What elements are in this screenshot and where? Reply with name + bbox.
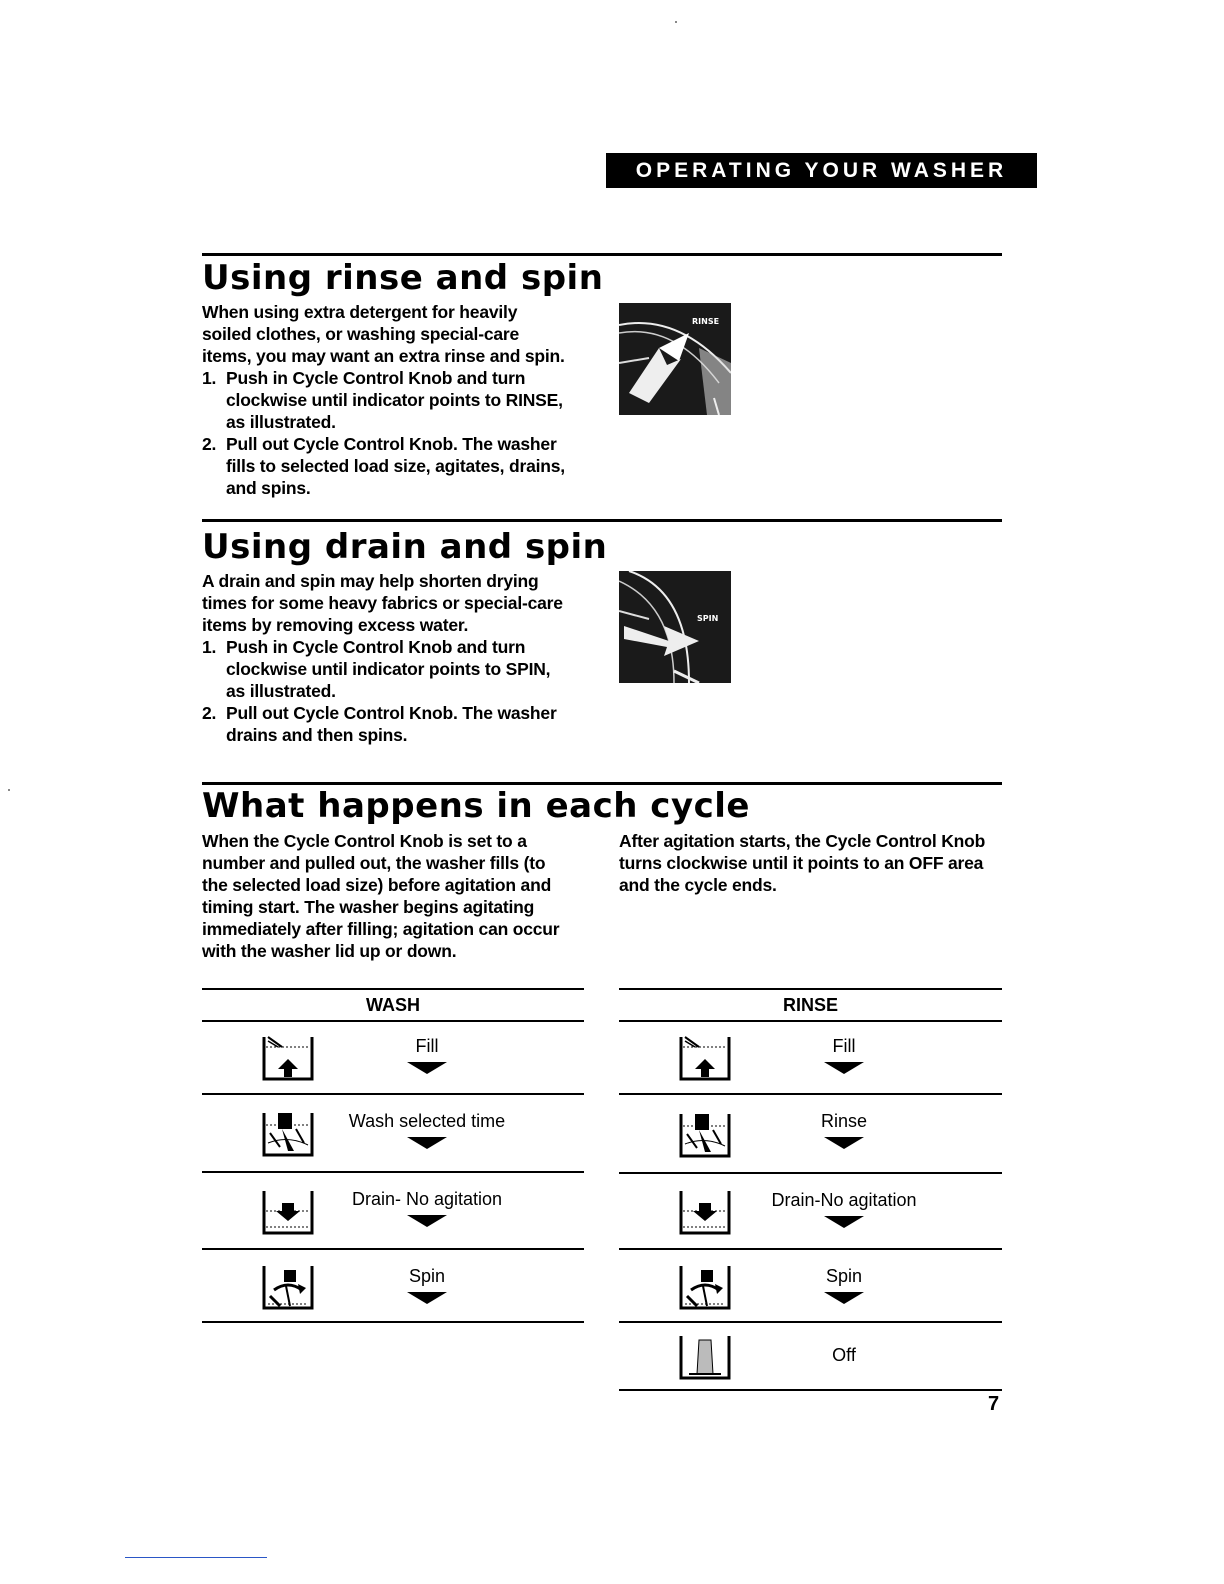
row-divider	[202, 1321, 584, 1323]
step-label: Drain-No agitation	[771, 1190, 917, 1210]
step-label: Fill	[415, 1036, 439, 1056]
section-banner: OPERATING YOUR WASHER	[606, 153, 1037, 188]
step-line: clockwise until indicator points to RINSE,	[226, 390, 563, 410]
section-divider	[202, 253, 1002, 256]
step-line: clockwise until indicator points to SPIN,	[226, 659, 551, 679]
down-arrow-icon	[824, 1062, 864, 1074]
drain-spin-intro	[202, 570, 602, 636]
intro-line: When using extra detergent for heavily	[202, 302, 518, 322]
table-row	[619, 1095, 1002, 1174]
step-line: as illustrated.	[226, 681, 336, 701]
table-row	[619, 1020, 1002, 1095]
down-arrow-icon	[407, 1137, 447, 1149]
step-number: 2.	[202, 703, 217, 723]
drain-icon	[260, 1187, 316, 1237]
text-line: and the cycle ends.	[619, 875, 777, 895]
page-number: 7	[988, 1393, 1000, 1415]
rinse-spin-body	[202, 301, 602, 499]
down-arrow-icon	[824, 1292, 864, 1304]
text-line: with the washer lid up or down.	[202, 941, 457, 961]
text-line: After agitation starts, the Cycle Control Knob	[619, 831, 986, 851]
scan-mark	[8, 789, 10, 791]
table-row	[619, 1250, 1002, 1323]
step-label: Rinse	[820, 1111, 868, 1131]
step-line: Push in Cycle Control Knob and turn	[226, 368, 526, 388]
cycle-title: What happens in each cycle	[202, 786, 750, 826]
intro-line: items by removing excess water.	[202, 615, 469, 635]
rinse-spin-intro	[202, 301, 602, 367]
text-line: turns clockwise until it points to an OFF area	[619, 853, 984, 873]
rinse-table	[619, 988, 1002, 1022]
step-label: Wash selected time	[348, 1111, 506, 1131]
knob-label: RINSE	[692, 317, 720, 326]
step-number: 1.	[202, 368, 217, 388]
step-line: Push in Cycle Control Knob and turn	[226, 637, 526, 657]
step-line: and spins.	[226, 478, 311, 498]
intro-line: items, you may want an extra rinse and spin.	[202, 346, 565, 366]
down-arrow-icon	[407, 1215, 447, 1227]
step-number: 1.	[202, 637, 217, 657]
knob-label: SPIN	[697, 614, 719, 623]
step-label: Spin	[408, 1266, 446, 1286]
text-line: immediately after filling; agitation can occur	[202, 919, 560, 939]
footnote-rule	[125, 1557, 267, 1558]
step-number: 2.	[202, 434, 217, 454]
table-row	[202, 1095, 584, 1173]
step-line: Pull out Cycle Control Knob. The washer	[226, 703, 557, 723]
spin-icon	[677, 1262, 733, 1312]
step-line: as illustrated.	[226, 412, 336, 432]
step-line: drains and then spins.	[226, 725, 408, 745]
step-line: fills to selected load size, agitates, drains,	[226, 456, 565, 476]
down-arrow-icon	[407, 1292, 447, 1304]
spin-knob-illustration	[619, 571, 731, 683]
drain-icon	[677, 1187, 733, 1237]
step-item	[202, 702, 602, 746]
down-arrow-icon	[407, 1062, 447, 1074]
cycle-left-text	[202, 830, 602, 962]
intro-line: times for some heavy fabrics or special-care	[202, 593, 563, 613]
table-row	[619, 1323, 1002, 1391]
step-item	[202, 433, 602, 499]
drain-spin-steps	[202, 636, 602, 746]
table-row	[202, 1020, 584, 1095]
fill-icon	[677, 1033, 733, 1083]
rinse-spin-steps	[202, 367, 602, 499]
intro-line: soiled clothes, or washing special-care	[202, 324, 520, 344]
text-line: the selected load size) before agitation and	[202, 875, 552, 895]
down-arrow-icon	[824, 1216, 864, 1228]
table-row	[202, 1173, 584, 1250]
step-item	[202, 367, 602, 433]
text-line: number and pulled out, the washer fills (to	[202, 853, 546, 873]
row-divider	[619, 1389, 1002, 1391]
scan-mark	[675, 21, 677, 23]
table-row	[619, 1174, 1002, 1250]
drain-spin-title: Using drain and spin	[202, 527, 608, 567]
step-label: Drain- No agitation	[351, 1189, 503, 1209]
step-label: Spin	[825, 1266, 863, 1286]
table-heading: RINSE	[782, 995, 838, 1015]
rinse-spin-title: Using rinse and spin	[202, 258, 604, 298]
step-item	[202, 636, 602, 702]
intro-line: A drain and spin may help shorten drying	[202, 571, 539, 591]
section-divider	[202, 519, 1002, 522]
step-line: Pull out Cycle Control Knob. The washer	[226, 434, 557, 454]
step-label: Off	[832, 1345, 856, 1365]
fill-icon	[260, 1033, 316, 1083]
section-divider	[202, 782, 1002, 785]
wash-table	[202, 988, 584, 1022]
spin-icon	[260, 1262, 316, 1312]
table-heading: WASH	[366, 995, 420, 1015]
agitate-icon	[260, 1109, 316, 1159]
step-label: Fill	[832, 1036, 856, 1056]
table-row	[202, 1250, 584, 1323]
off-icon	[677, 1332, 733, 1382]
text-line: timing start. The washer begins agitating	[202, 897, 535, 917]
rinse-knob-illustration	[619, 303, 731, 415]
cycle-right-text	[619, 830, 1009, 896]
drain-spin-body	[202, 570, 602, 746]
text-line: When the Cycle Control Knob is set to a	[202, 831, 527, 851]
agitate-icon	[677, 1110, 733, 1160]
down-arrow-icon	[824, 1137, 864, 1149]
